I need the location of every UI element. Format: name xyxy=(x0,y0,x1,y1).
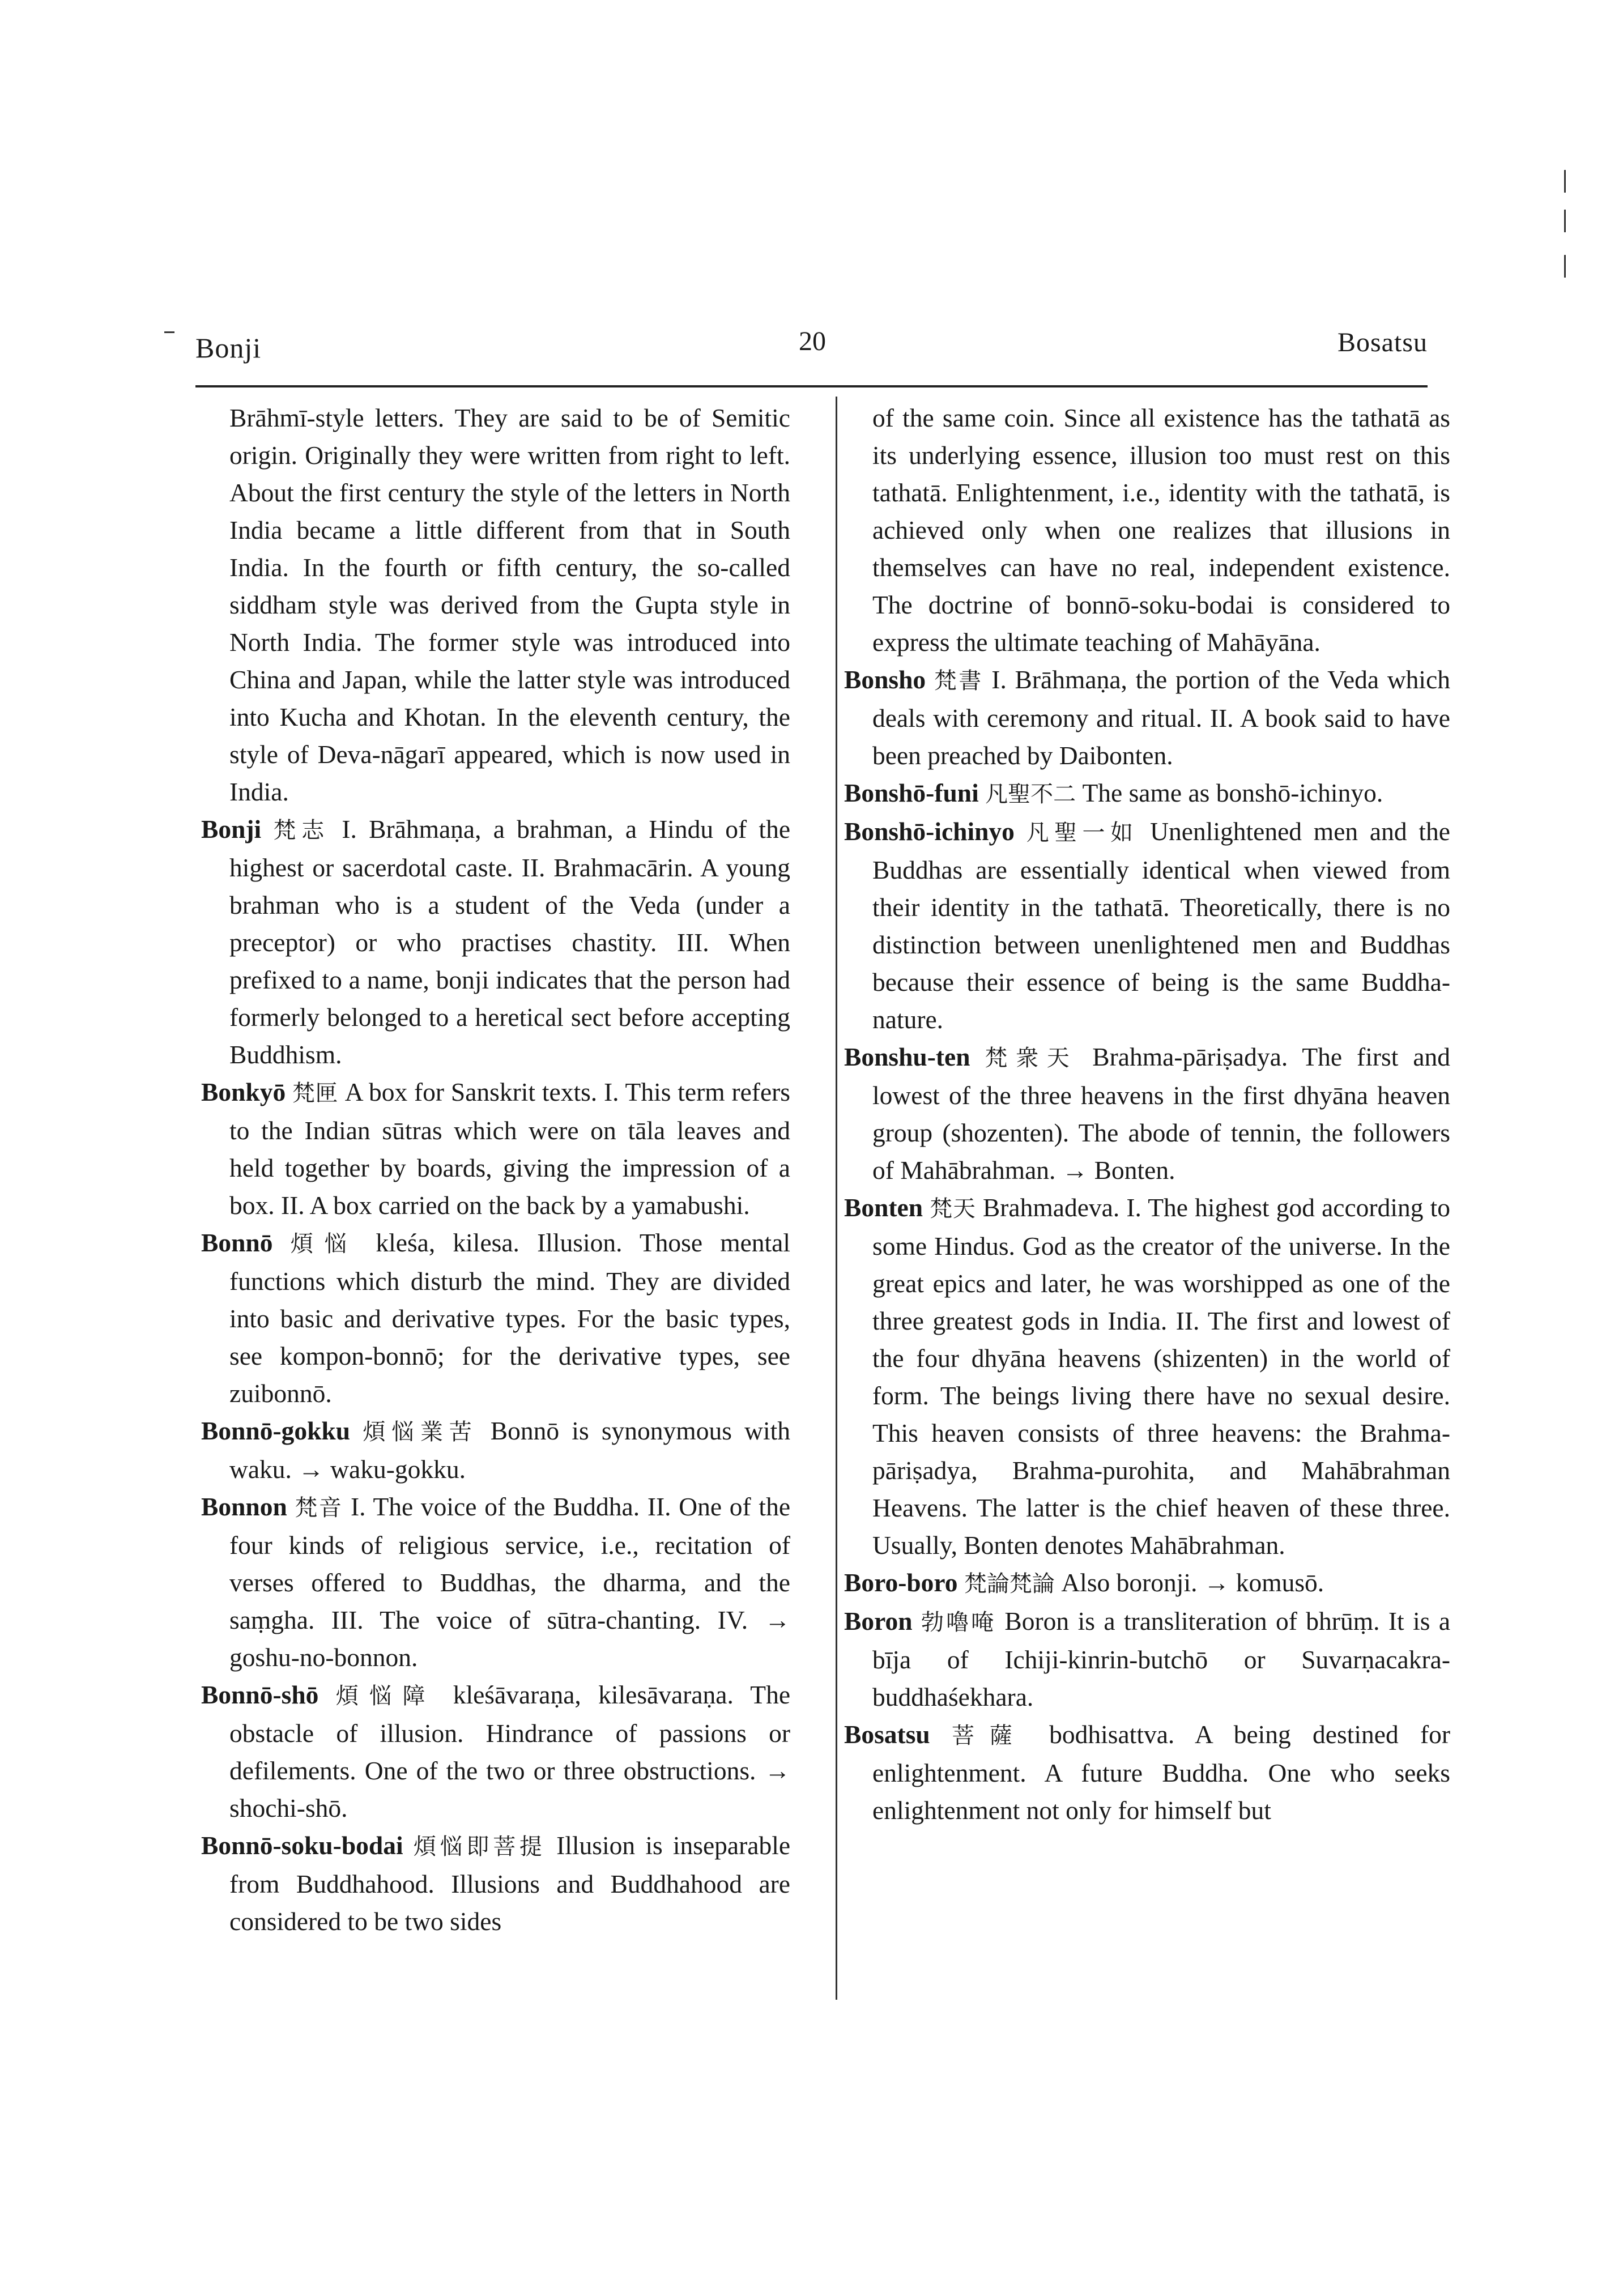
entry-text: Boron is a transliteration of bhrūṃ. It is a bīja of Ichiji-kinrin-butchō or Suvarṇacakra-buddhaśekhara. xyxy=(872,1607,1451,1711)
kanji: 煩悩障 xyxy=(335,1683,436,1709)
entry-text: kleśa, kilesa. Illusion. Those mental functions which disturb the mind. They are divided into basic and derivative types. For the basic types, see kompon-bonnō; for the derivative types, see zuibonnō. xyxy=(229,1228,791,1408)
entry-text: A box for Sanskrit texts. I. This term refers to the Indian sūtras which were on tāla leaves and held together by boards, giving the impression of a box. II. A box carried on the back by a yamabushi. xyxy=(229,1077,791,1220)
dictionary-entry xyxy=(844,661,1450,774)
kanji: 煩悩 xyxy=(290,1231,359,1257)
kanji: 梵天 xyxy=(930,1196,976,1222)
kanji: 菩薩 xyxy=(952,1723,1028,1749)
margin-mark xyxy=(164,331,174,333)
header-left-guideword: Bonji xyxy=(195,332,262,364)
entry-text: Unenlightened men and the Buddhas are essentially identical when viewed from their identity in the tathatā. Theoretically, there is no distinction between unenlightened men and Buddhas because their essence of being is the same Buddha-nature. xyxy=(872,817,1451,1034)
entry-continuation xyxy=(201,399,790,811)
column-divider xyxy=(836,397,837,2000)
headword: Bonnō-gokku xyxy=(201,1416,351,1445)
dictionary-entry xyxy=(201,1488,790,1676)
headword: Bonnō-soku-bodai xyxy=(201,1831,403,1860)
headword: Bonnō xyxy=(201,1228,273,1257)
kanji: 梵匣 xyxy=(292,1080,338,1106)
dictionary-entry xyxy=(844,1038,1450,1189)
entry-text: I. The voice of the Buddha. II. One of the four kinds of religious service, i.e., recitation of verses offered to Buddhas, the dharma, and the saṃgha. III. The voice of sūtra-chanting. IV. → goshu-no-bonnon. xyxy=(229,1492,791,1672)
headword: Bonnon xyxy=(201,1492,287,1521)
dictionary-entry xyxy=(201,1224,790,1412)
header-rule xyxy=(195,385,1428,387)
headword: Bonsho xyxy=(844,665,926,694)
dictionary-entry xyxy=(844,1716,1450,1829)
entry-text: kleśāvaraṇa, kilesāvaraṇa. The obstacle of illusion. Hindrance of passions or defilements. One of the two or three obstructions. → shochi-shō. xyxy=(229,1680,791,1822)
kanji: 梵音 xyxy=(295,1495,343,1521)
kanji: 煩悩業苦 xyxy=(363,1419,478,1445)
dictionary-entry xyxy=(201,1676,790,1827)
page-number: 20 xyxy=(799,326,826,356)
entry-text: The same as bonshō-ichinyo. xyxy=(1082,778,1383,807)
headword: Bonshō-ichinyo xyxy=(844,817,1015,846)
running-header xyxy=(195,326,1428,377)
headword: Bonji xyxy=(201,815,262,844)
dictionary-entry xyxy=(844,813,1450,1038)
dictionary-entry xyxy=(844,1564,1450,1603)
dictionary-entry xyxy=(844,1189,1450,1564)
kanji: 煩悩即菩提 xyxy=(413,1834,546,1860)
headword: Bonten xyxy=(844,1193,923,1222)
kanji: 梵衆天 xyxy=(985,1045,1078,1071)
entry-continuation xyxy=(844,399,1450,661)
headword: Bonkyō xyxy=(201,1077,286,1106)
headword: Boro-boro xyxy=(844,1568,958,1597)
entry-text: Also boronji. → komusō. xyxy=(1061,1568,1324,1597)
dictionary-entry xyxy=(844,774,1450,813)
dictionary-entry xyxy=(201,1074,790,1224)
entry-text: I. Brāhmaṇa, the portion of the Veda which deals with ceremony and ritual. II. A book said to have been preached by Daibonten. xyxy=(872,665,1451,770)
headword: Bosatsu xyxy=(844,1720,930,1749)
right-column xyxy=(844,399,1450,1829)
headword: Bonnō-shō xyxy=(201,1680,319,1709)
dictionary-entry xyxy=(201,1412,790,1488)
kanji: 凡聖不二 xyxy=(985,781,1076,807)
margin-marks xyxy=(1564,170,1566,283)
kanji: 勃嚕唵 xyxy=(921,1609,996,1635)
kanji: 梵論梵論 xyxy=(964,1571,1055,1597)
entry-text: of the same coin. Since all existence has the tathatā as its underlying essence, illusion too must rest on this tathatā. Enlightenment, i.e., identity with the tathatā, is achieved only when one realizes that illusions in themselves can have no real, independent existence. The doctrine of bonnō-soku-bodai is considered to express the ultimate teaching of Mahāyāna. xyxy=(872,403,1450,657)
headword: Bonshu-ten xyxy=(844,1042,970,1071)
dictionary-entry xyxy=(201,1827,790,1940)
dictionary-entry xyxy=(201,811,790,1074)
entry-text: Bonnō is synonymous with waku. → waku-gokku. xyxy=(229,1416,790,1484)
dictionary-entry xyxy=(844,1603,1450,1716)
kanji: 凡聖一如 xyxy=(1026,820,1139,846)
entry-text: Illusion is inseparable from Buddhahood. Illusions and Buddhahood are considered to be two sides xyxy=(229,1831,791,1936)
entry-text: bodhisattva. A being destined for enlightenment. A future Buddha. One who seeks enlightenment not only for himself but xyxy=(872,1720,1451,1825)
headword: Boron xyxy=(844,1607,913,1635)
kanji: 梵書 xyxy=(934,668,983,694)
entry-text: Brahma-pāriṣadya. The first and lowest of the three heavens in the first dhyāna heaven group (shozenten). The abode of tennin, the followers of Mahābrahman. → Bonten. xyxy=(872,1042,1451,1185)
headword: Bonshō-funi xyxy=(844,778,979,807)
entry-text: Brahmadeva. I. The highest god according to some Hindus. God as the creator of the universe. In the great epics and later, he was worshipped as one of the three greatest gods in India. II. The first and lowest of the four dhyāna heavens (shizenten) in the world of form. The beings living there have no sexual desire. This heaven consists of three heavens: the Brahma-pāriṣadya, Brahma-purohita, and Mahābrahman Heavens. The latter is the chief heaven of these three. Usually, Bonten denotes Mahābrahman. xyxy=(872,1193,1451,1560)
header-right-guideword: Bosatsu xyxy=(1337,327,1428,357)
entry-text: I. Brāhmaṇa, a brahman, a Hindu of the highest or sacerdotal caste. II. Brahmacārin. A young brahman who is a student of the Veda (under a preceptor) or who practises chastity. III. When prefixed to a name, bonji indicates that the person had formerly belonged to a heretical sect before accepting Buddhism. xyxy=(229,815,791,1069)
entry-text: Brāhmī-style letters. They are said to be of Semitic origin. Originally they were written from right to left. About the first century the style of the letters in North India became a little different from that in South India. In the fourth or fifth century, the so-called siddham style was derived from the Gupta style in North India. The former style was introduced into China and Japan, while the latter style was introduced into Kucha and Khotan. In the eleventh century, the style of Deva-nāgarī appeared, which is now used in India. xyxy=(229,403,790,806)
left-column xyxy=(201,399,790,1940)
kanji: 梵志 xyxy=(273,817,330,844)
